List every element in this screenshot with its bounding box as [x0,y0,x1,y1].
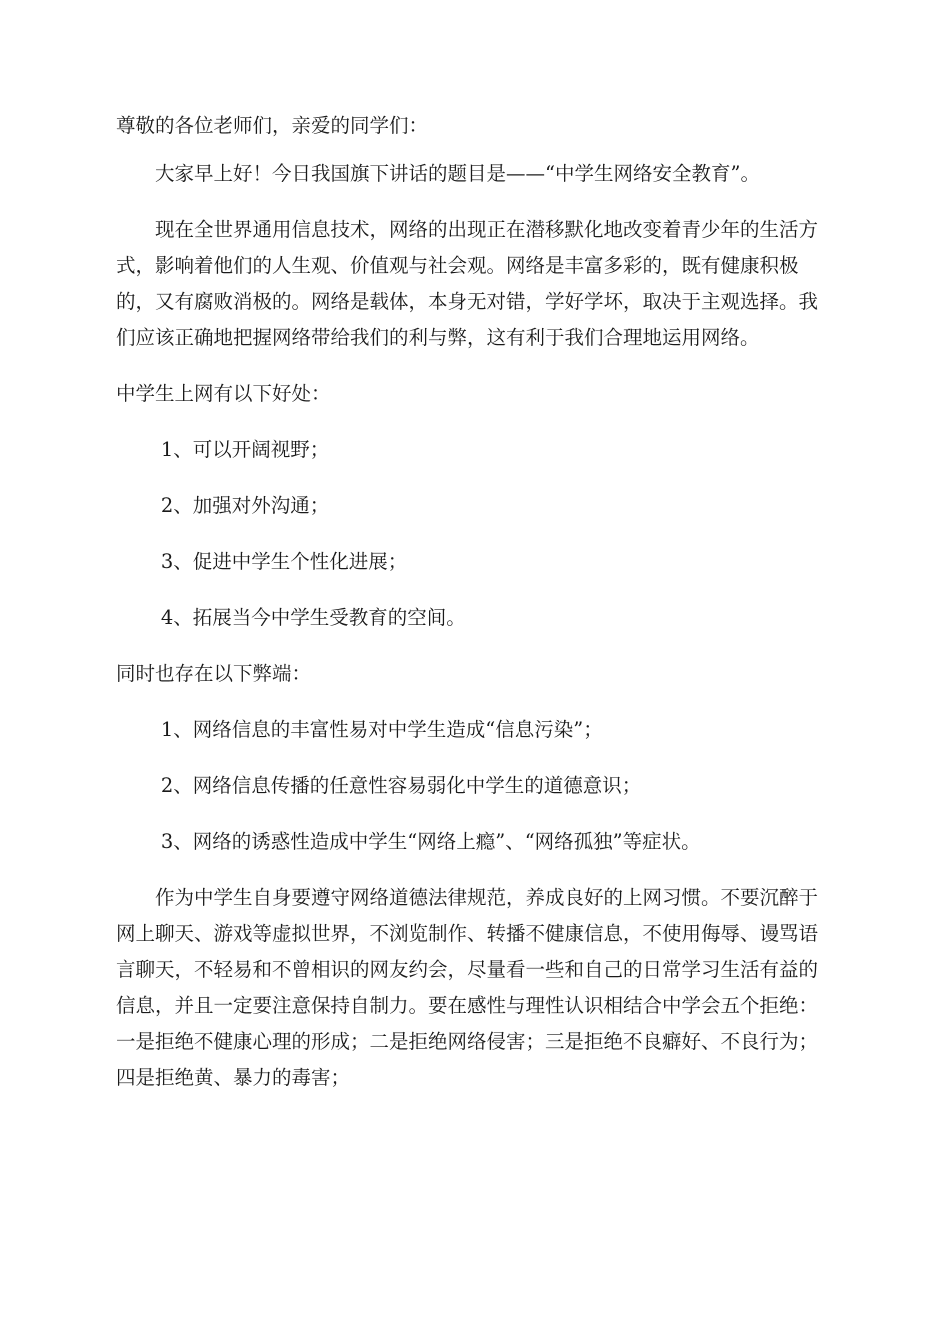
list-item: 4、拓展当今中学生受教育的空间。 [160,606,466,629]
document-body [116,108,836,1096]
list-item: 2、加强对外沟通； [160,494,330,517]
benefits-list [116,432,836,636]
list-item: 2、网络信息传播的任意性容易弱化中学生的道德意识； [160,774,642,797]
body-paragraph-2: 作为中学生自身要遵守网络道德法律规范，养成良好的上网习惯。不要沉醉于网上聊天、游戏等虚拟世界，不浏览制作、转播不健康信息，不使用侮辱、谩骂语言聊天，不轻易和不曾相识的网友约会，尽量看一些和自己的日常学习生活有益的信息，并且一定要注意保持自制力。要在感性与理性认识相结合中学会五个拒绝：一是拒绝不健康心理的形成；二是拒绝网络侵害；三是拒绝不良癖好、不良行为；四是拒绝黄、暴力的毒害； [116,886,819,1089]
drawbacks-heading: 同时也存在以下弊端： [116,662,312,685]
salutation: 尊敬的各位老师们，亲爱的同学们： [116,114,429,137]
list-item: 3、网络的诱惑性造成中学生“网络上瘾”、“网络孤独”等症状。 [160,830,701,853]
body-paragraph-1: 现在全世界通用信息技术，网络的出现正在潜移默化地改变着青少年的生活方式，影响着他们的人生观、价值观与社会观。网络是丰富多彩的，既有健康积极的，又有腐败消极的。网络是载体，本身无对错，学好学坏，取决于主观选择。我们应该正确地把握网络带给我们的利与弊，这有利于我们合理地运用网络。 [116,218,819,349]
list-item: 1、可以开阔视野； [160,438,330,461]
list-item: 1、网络信息的丰富性易对中学生造成“信息污染”； [160,718,603,741]
list-item: 3、促进中学生个性化进展； [160,550,408,573]
benefits-heading: 中学生上网有以下好处： [116,382,331,405]
intro-paragraph: 大家早上好！今日我国旗下讲话的题目是——“中学生网络安全教育”。 [155,162,760,185]
drawbacks-list [116,712,836,860]
